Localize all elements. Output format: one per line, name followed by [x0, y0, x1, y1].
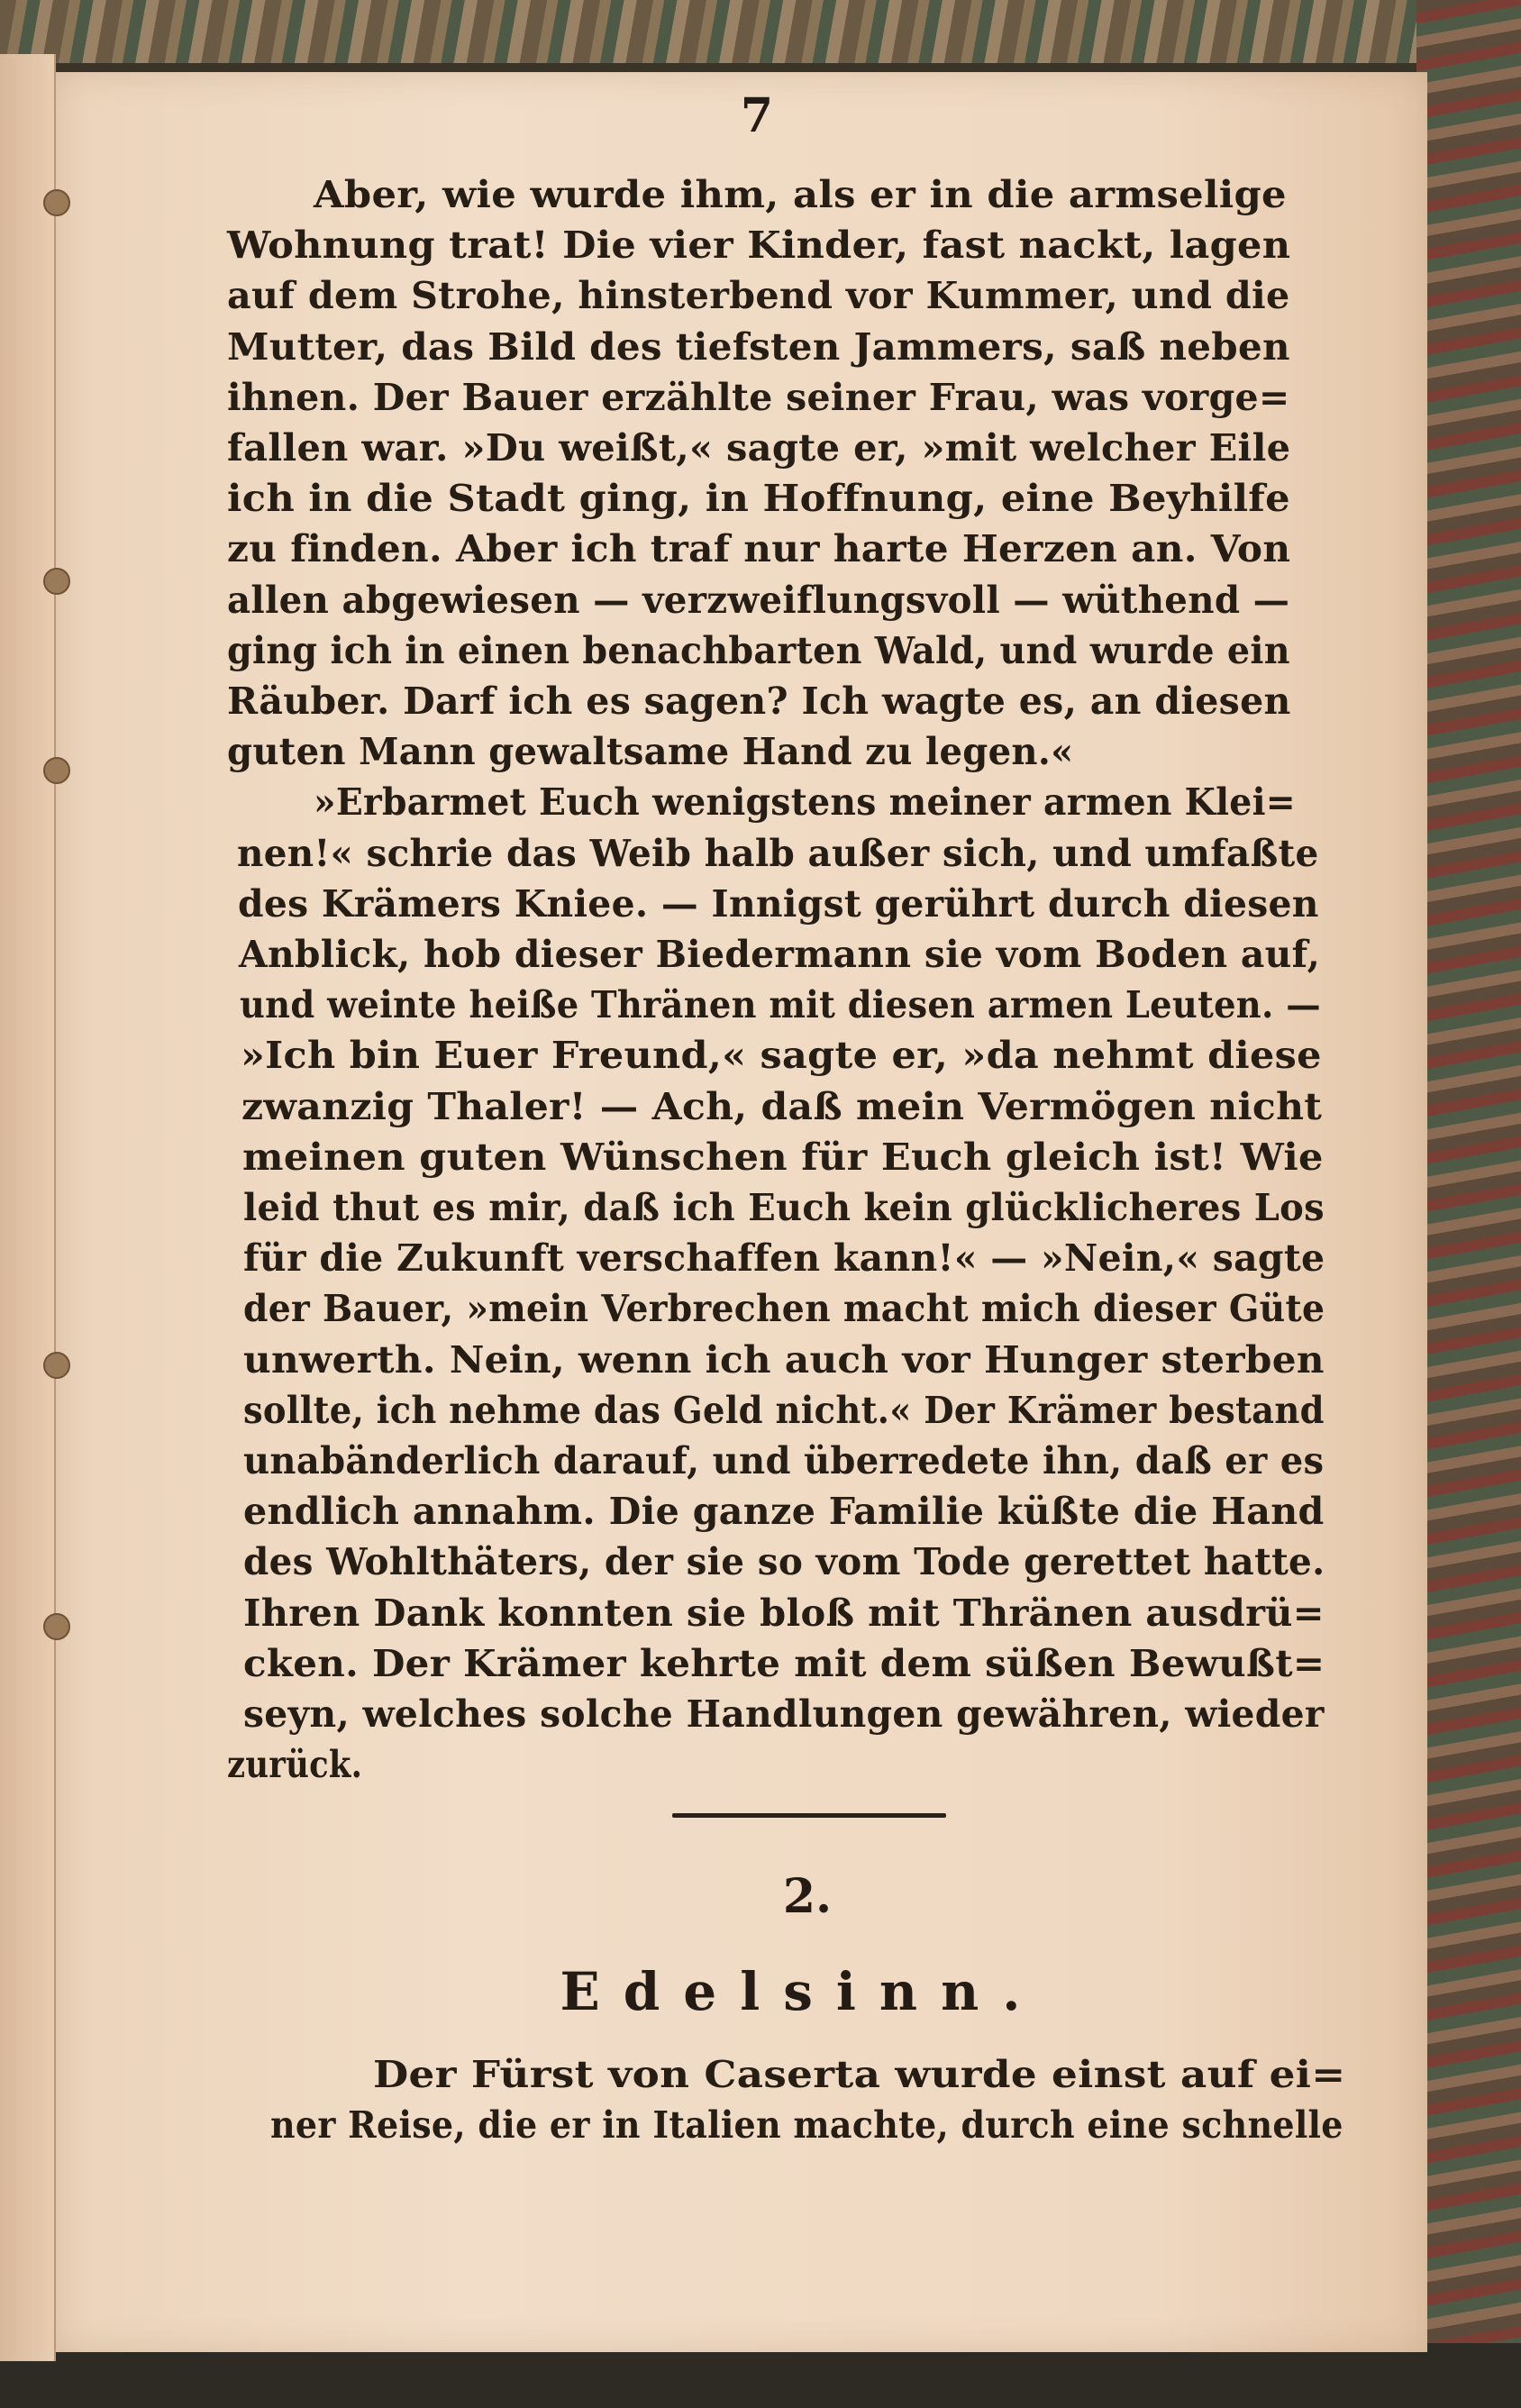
page-number: 7 [740, 88, 774, 143]
text-line: Der Fürst von Caserta wurde einst auf ei= [373, 2053, 1346, 2096]
text-line: Ihren Dank konnten sie bloß mit Thränen ausdrü= [243, 1591, 1325, 1635]
text-line: leid thut es mir, daß ich Euch kein glücklicheres Los [243, 1186, 1325, 1229]
text-line: ging ich in einen benachbarten Wald, und wurde ein [227, 628, 1290, 672]
text-line: cken. Der Krämer kehrte mit dem süßen Bewußt= [243, 1641, 1325, 1685]
text-line: nen!« schrie das Weib halb außer sich, und umfaßte [237, 831, 1319, 875]
binding-stitch [43, 1613, 70, 1640]
binding-stitch [43, 757, 70, 784]
text-line: des Wohlthäters, der sie so vom Tode gerettet hatte. [243, 1540, 1325, 1584]
facing-page-edge [0, 54, 56, 2361]
text-line: meinen guten Wünschen für Euch gleich ist! Wie [242, 1135, 1324, 1179]
text-line: ner Reise, die er in Italien machte, durch eine schnelle [270, 2103, 1343, 2147]
binding-stitch [43, 189, 70, 216]
section-title: Edelsinn. [560, 1961, 1044, 2022]
text-line: ich in die Stadt ging, in Hoffnung, eine Beyhilfe [227, 477, 1290, 521]
text-line: des Krämers Kniee. — Innigst gerührt durch diesen [238, 881, 1319, 926]
text-line: Aber, wie wurde ihm, als er in die armselige [314, 173, 1287, 216]
binding-stitch [43, 568, 70, 595]
text-line: unabänderlich darauf, und überredete ihn, daß er es [243, 1439, 1325, 1482]
text-line: »Erbarmet Euch wenigstens meiner armen Klei= [314, 780, 1296, 825]
text-line: Wohnung trat! Die vier Kinder, fast nackt, lagen [227, 223, 1291, 268]
text-line: fallen war. »Du weißt,« sagte er, »mit welcher Eile [227, 426, 1291, 470]
book-bottom-edge [0, 2343, 1521, 2408]
text-line: ihnen. Der Bauer erzählte seiner Frau, was vorge= [227, 375, 1290, 419]
text-line: und weinte heiße Thränen mit diesen armen Leuten. — [240, 983, 1321, 1027]
text-line: zwanzig Thaler! — Ach, daß mein Vermögen nicht [241, 1084, 1323, 1128]
binding-stitch [43, 1352, 70, 1379]
text-line: guten Mann gewaltsame Hand zu legen.« [227, 730, 1074, 774]
book-top-edge [0, 0, 1460, 63]
text-line: Räuber. Darf ich es sagen? Ich wagte es, an diesen [227, 680, 1291, 723]
section-divider [672, 1813, 946, 1818]
text-line: Mutter, das Bild des tiefsten Jammers, saß neben [227, 324, 1290, 369]
section-number: 2. [782, 1869, 833, 1924]
text-line: Anblick, hob dieser Biedermann sie vom Boden auf, [239, 933, 1321, 976]
text-line: auf dem Strohe, hinsterbend vor Kummer, und die [227, 274, 1290, 318]
book-marbled-edge [1416, 0, 1521, 2408]
text-line: endlich annahm. Die ganze Familie küßte die Hand [243, 1490, 1325, 1534]
text-line: für die Zukunft verschaffen kann!« — »Nein,« sagte [243, 1236, 1325, 1281]
text-line: unwerth. Nein, wenn ich auch vor Hunger sterben [243, 1337, 1325, 1382]
text-line: der Bauer, »mein Verbrechen macht mich dieser Güte [243, 1287, 1325, 1331]
text-line: »Ich bin Euer Freund,« sagte er, »da nehmt diese [241, 1034, 1322, 1078]
text-line: seyn, welches solche Handlungen gewähren, wieder [243, 1692, 1325, 1736]
text-line: allen abgewiesen — verzweiflungsvoll — wüthend — [227, 578, 1290, 622]
text-line: zu finden. Aber ich traf nur harte Herzen an. Von [227, 527, 1291, 571]
text-line: sollte, ich nehme das Geld nicht.« Der Krämer bestand [243, 1388, 1325, 1432]
text-line: zurück. [227, 1743, 363, 1787]
